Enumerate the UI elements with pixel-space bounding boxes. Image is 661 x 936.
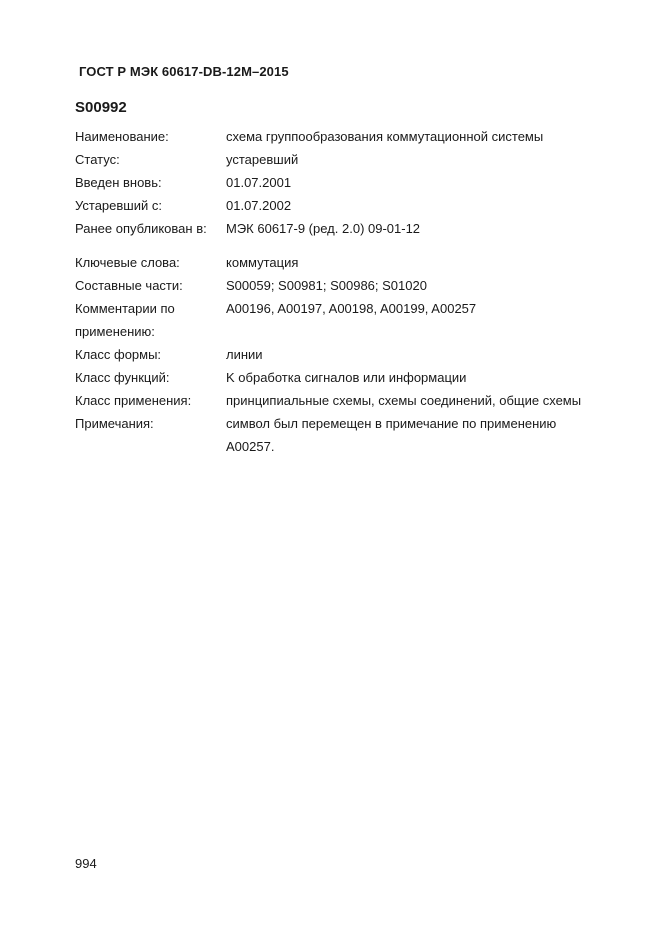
field-label: Введен вновь: xyxy=(75,175,162,190)
field-shape-class xyxy=(75,343,595,366)
field-value: A00196, A00197, A00198, A00199, A00257 xyxy=(226,301,477,316)
page-number: 994 xyxy=(75,856,97,871)
field-value: линии xyxy=(226,347,263,362)
field-value: схема группообразования коммутационной системы xyxy=(226,129,544,144)
field-value: S00059; S00981; S00986; S01020 xyxy=(226,278,427,293)
field-previously-published xyxy=(75,217,595,240)
field-application-class xyxy=(75,389,595,412)
field-value: 01.07.2001 xyxy=(226,175,292,190)
field-remarks xyxy=(75,412,595,458)
field-label: Составные части: xyxy=(75,278,183,293)
field-introduced xyxy=(75,171,595,194)
field-label: Класс функций: xyxy=(75,370,170,385)
field-value: коммутация xyxy=(226,255,299,270)
field-label: Наименование: xyxy=(75,129,169,144)
field-value: МЭК 60617-9 (ред. 2.0) 09-01-12 xyxy=(226,221,421,236)
entry-fields xyxy=(75,125,595,458)
section-gap xyxy=(75,240,595,251)
field-value: 01.07.2002 xyxy=(226,198,292,213)
field-value: символ был перемещен в примечание по применению A00257. xyxy=(226,416,557,454)
document-header: ГОСТ Р МЭК 60617-DB-12M–2015 xyxy=(79,64,289,79)
field-function-class xyxy=(75,366,595,389)
field-application-notes xyxy=(75,297,595,343)
field-value: принципиальные схемы, схемы соединений, общие схемы xyxy=(226,393,582,408)
field-label: Класс применения: xyxy=(75,393,192,408)
field-components xyxy=(75,274,595,297)
field-status xyxy=(75,148,595,171)
field-name xyxy=(75,125,595,148)
field-label: Комментарии по применению: xyxy=(75,301,175,339)
entry-id-title: S00992 xyxy=(75,99,127,116)
field-label: Устаревший с: xyxy=(75,198,162,213)
field-label: Ранее опубликован в: xyxy=(75,221,207,236)
field-label: Класс формы: xyxy=(75,347,162,362)
field-label: Статус: xyxy=(75,152,120,167)
field-obsolete-since xyxy=(75,194,595,217)
field-keywords xyxy=(75,251,595,274)
field-label: Ключевые слова: xyxy=(75,255,180,270)
field-value: K обработка сигналов или информации xyxy=(226,370,467,385)
field-label: Примечания: xyxy=(75,416,154,431)
field-value: устаревший xyxy=(226,152,299,167)
